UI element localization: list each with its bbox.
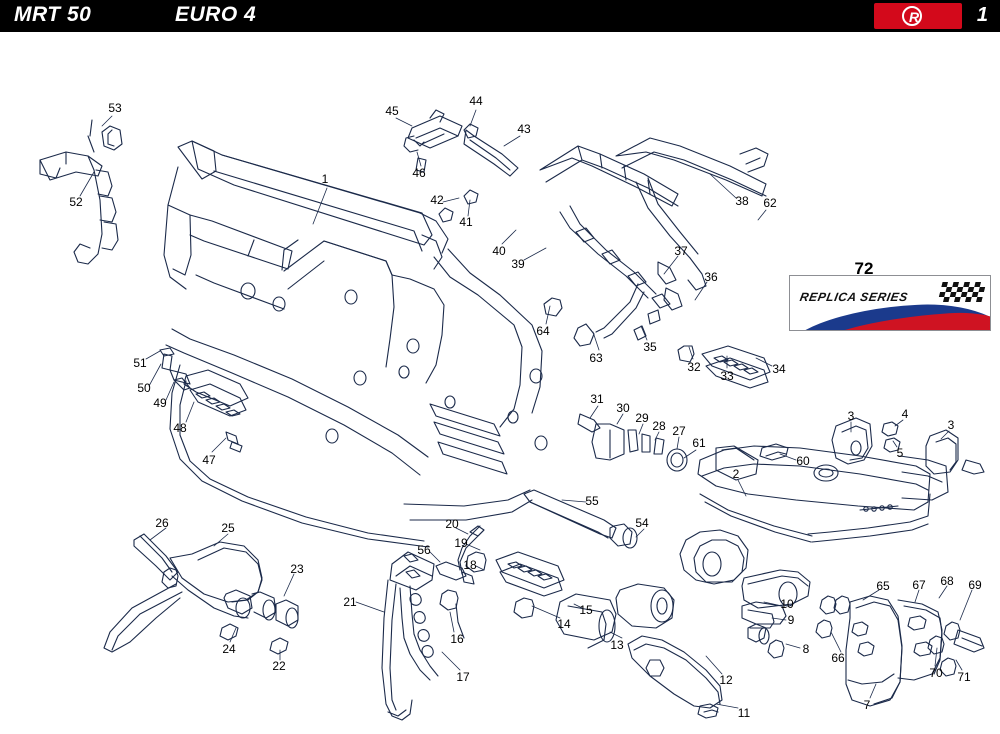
callout-45: 45 <box>385 104 399 118</box>
callout-5: 5 <box>896 446 904 460</box>
callout-29: 29 <box>635 411 649 425</box>
callout-36: 36 <box>704 270 718 284</box>
callout-38: 38 <box>735 194 749 208</box>
callout-52: 52 <box>69 195 83 209</box>
callout-33: 33 <box>720 369 734 383</box>
callout-62: 62 <box>763 196 777 210</box>
callout-65: 65 <box>876 579 890 593</box>
emission-standard: EURO 4 <box>175 3 257 26</box>
callout-53: 53 <box>108 101 122 115</box>
callout-70: 70 <box>929 666 943 680</box>
callout-31: 31 <box>590 392 604 406</box>
callout-1: 1 <box>321 172 329 186</box>
callout-61: 61 <box>692 436 706 450</box>
callout-2: 2 <box>732 467 740 481</box>
callout-24: 24 <box>222 642 236 656</box>
pivot-hardware <box>832 418 984 474</box>
callout-60: 60 <box>796 454 810 468</box>
callout-68: 68 <box>940 574 954 588</box>
callout-3-left: 3 <box>847 409 855 423</box>
callout-39: 39 <box>511 257 525 271</box>
callout-25: 25 <box>221 521 235 535</box>
callout-18: 18 <box>463 558 477 572</box>
brand-logo <box>874 3 962 29</box>
callout-43: 43 <box>517 122 531 136</box>
callout-17: 17 <box>456 670 470 684</box>
callout-69: 69 <box>968 578 982 592</box>
brand-logo-ring <box>902 6 922 26</box>
brake-pedal-assembly <box>104 534 298 654</box>
callout-22: 22 <box>272 659 286 673</box>
callout-51: 51 <box>133 356 147 370</box>
callout-11: 11 <box>737 706 751 720</box>
left-footpeg-assembly <box>160 348 248 452</box>
callout-15: 15 <box>579 603 593 617</box>
callout-23: 23 <box>290 562 304 576</box>
callout-41: 41 <box>459 215 473 229</box>
callout-34: 34 <box>772 362 786 376</box>
callout-50: 50 <box>137 381 151 395</box>
callout-55: 55 <box>585 494 599 508</box>
callout-4: 4 <box>901 407 909 421</box>
callout-9: 9 <box>787 613 795 627</box>
brand-logo-letter: R <box>908 9 920 25</box>
callout-20: 20 <box>445 517 459 531</box>
callout-66: 66 <box>831 651 845 665</box>
callout-46: 46 <box>412 166 426 180</box>
callout-47: 47 <box>202 453 216 467</box>
callout-35: 35 <box>643 340 657 354</box>
callout-21: 21 <box>343 595 357 609</box>
callout-16: 16 <box>450 632 464 646</box>
callout-26: 26 <box>155 516 169 530</box>
frame-assembly <box>164 141 550 547</box>
callout-10: 10 <box>780 597 794 611</box>
callout-13: 13 <box>610 638 624 652</box>
page-number: 1 <box>976 4 988 26</box>
callout-32: 32 <box>687 360 701 374</box>
callout-19: 19 <box>454 536 468 550</box>
callout-67: 67 <box>912 578 926 592</box>
left-bracket-assembly <box>40 120 122 264</box>
callout-27: 27 <box>672 424 686 438</box>
callout-48: 48 <box>173 421 187 435</box>
callout-54: 54 <box>635 516 649 530</box>
shock-linkage-parts <box>524 414 788 548</box>
page-header <box>0 0 1000 32</box>
callout-71: 71 <box>957 670 971 684</box>
callout-28: 28 <box>652 419 666 433</box>
callout-3-right: 3 <box>947 418 955 432</box>
callout-72: 72 <box>854 259 874 278</box>
sticker-label: REPLICA SERIES <box>798 290 910 304</box>
callout-42: 42 <box>430 193 444 207</box>
callout-7: 7 <box>863 698 871 712</box>
callout-63: 63 <box>589 351 603 365</box>
side-stand-assembly <box>382 552 438 720</box>
callout-56: 56 <box>417 543 431 557</box>
model-name: MRT 50 <box>14 3 92 26</box>
callout-8: 8 <box>802 642 810 656</box>
callout-37: 37 <box>674 244 688 258</box>
callout-49: 49 <box>153 396 167 410</box>
callout-44: 44 <box>469 94 483 108</box>
callout-64: 64 <box>536 324 550 338</box>
callout-30: 30 <box>616 401 630 415</box>
callout-40: 40 <box>492 244 506 258</box>
callout-12: 12 <box>719 673 733 687</box>
callout-14: 14 <box>557 617 571 631</box>
